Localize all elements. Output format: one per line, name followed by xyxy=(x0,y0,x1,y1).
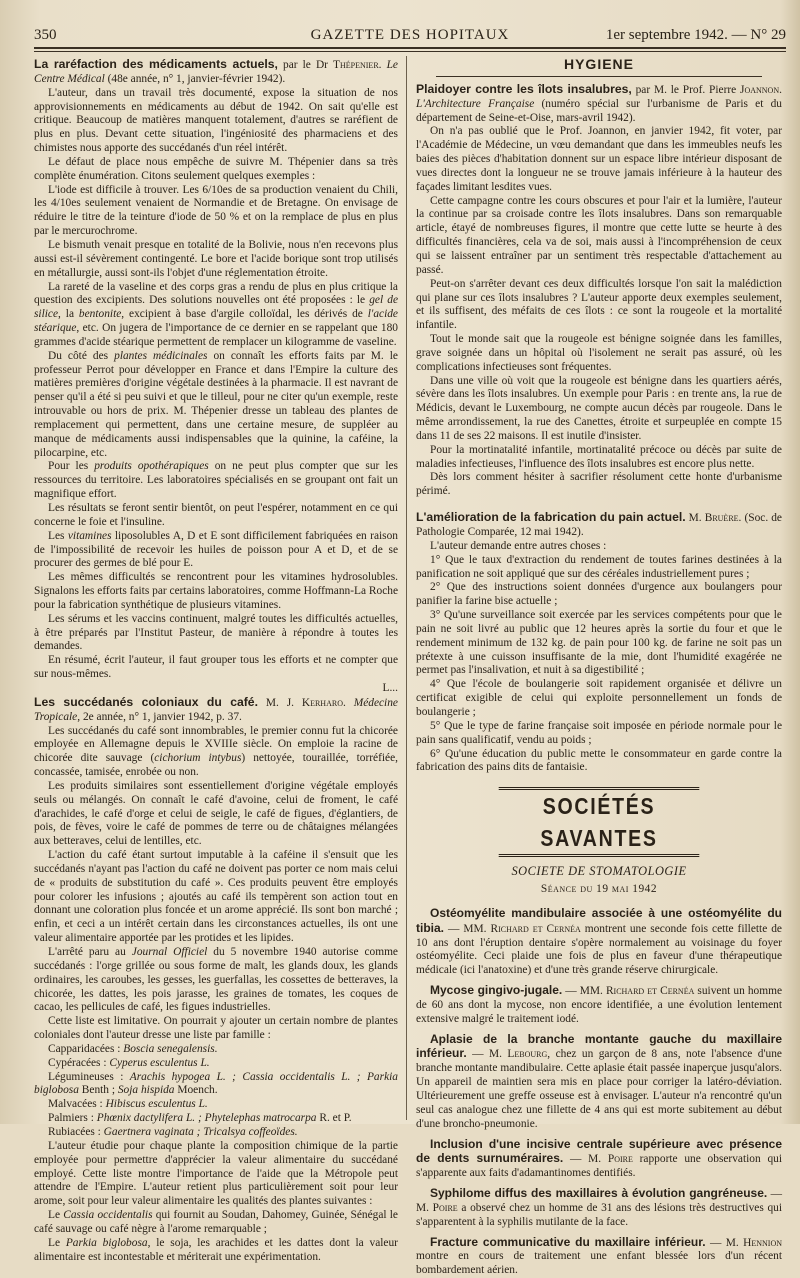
header-rule xyxy=(34,47,786,49)
text-run-italic: l'acide stéarique xyxy=(34,308,398,335)
issue-date: 1er septembre 1942. — N° 29 xyxy=(605,27,786,43)
article-4-author: Bruère xyxy=(704,512,739,525)
abstract-item xyxy=(416,907,782,978)
article-1-title: La raréfaction des médicaments actuels, xyxy=(34,57,278,71)
paragraph xyxy=(34,946,398,1015)
article-3-author: Joannon xyxy=(740,83,780,96)
text-run: — M. xyxy=(416,1188,782,1214)
article-4-heading xyxy=(416,511,782,540)
paragraph: Cette campagne contre les cours obscures et pour l'air et la lumière, l'auteur la continue par sa croisade contre les îlots insalubres. Dans son remarquable article, étayé de nombreuses figures, il montre que cette lutte se heurte à des difficultés financières, cela va de soi, mais aussi à l'incompréhension de ceux qui se laissent entraîner par un sentiment très respectable d'attachement au passé. xyxy=(416,194,782,276)
session-date: Séance du 19 mai 1942 xyxy=(540,883,658,896)
text-run: Les xyxy=(48,529,68,542)
page-number: 350 xyxy=(34,27,57,43)
paragraph: 2° Que des instructions soient données d'urgence aux boulangers pour panifier la farine bise actuelle ; xyxy=(416,581,782,608)
paragraph xyxy=(34,1209,398,1237)
paragraph: Les résultats se feront sentir bientôt, on peut l'espérer, notamment en ce qui concerne le foie et l'insuline. xyxy=(34,502,398,528)
page-header xyxy=(34,24,786,46)
text-run-italic: gel de silice xyxy=(34,294,399,321)
plant-list-item xyxy=(34,1126,398,1140)
article-3-source: L'Architecture Française xyxy=(416,97,535,110)
abstract-body: , chez un garçon de 8 ans, note l'absence d'une branche montante mandibulaire. Cette aplasie était passée inaperçue jusqu'alors. Un appareil de maintien sera mis en place pour corriger la latéro-déviation. Ultérieurement une greffe osseuse est à envisager. L'auteur n'a rencontré qu'un seul cas analogue chez une fillette de 4 ans qui est morte subitement au début d'une broncho-pneumonie. xyxy=(416,1048,782,1130)
abstract-title: Aplasie de la branche montante gauche du maxillaire inférieur. xyxy=(416,1031,782,1061)
article-2-source: Médecine Tropicale xyxy=(34,696,398,723)
article-3-title: Plaidoyer contre les îlots insalubres, xyxy=(416,81,632,96)
text-run: Les succédanés du café sont innombrables, le premier connu fut la chicorée employée en Allemagne depuis le XVIIIe siècle. On emploie la racine de chicorée dite sauvage ( xyxy=(34,724,398,765)
left-column xyxy=(34,57,399,1263)
abstract-authors: Lebourg xyxy=(507,1048,548,1061)
paragraph: L'auteur demande entre autres choses : xyxy=(430,539,607,552)
paragraph xyxy=(34,460,398,502)
right-column xyxy=(416,56,783,1277)
article-1-heading xyxy=(34,58,398,87)
paragraph: Cette liste est limitative. On pourrait y ajouter un certain nombre de plantes coloniales dont l'auteur dresse une liste par famille : xyxy=(34,1015,398,1042)
paragraph: En résumé, écrit l'auteur, il faut grouper tous les efforts et ne compter que sur nous-mêmes. xyxy=(34,654,398,681)
text-run: qui fournit au Soudan, Dahomey, Guinée, Sénégal le café sauvage ou café nègre à l'arome remarquable ; xyxy=(34,1209,398,1235)
article-4-title: L'amélioration de la fabrication du pain actuel. xyxy=(416,510,686,525)
text-run: L'arrêté paru au xyxy=(48,946,132,958)
paragraph: 4° Que l'école de boulangerie soit rapidement organisée et délivre un certificat exigible de celui qui exploite personnellement un fonds de boulangerie ; xyxy=(416,678,782,718)
article-4-ref: M. xyxy=(685,512,705,525)
article-2-ref-sep: . xyxy=(342,696,354,709)
abstract-title: Syphilome diffus des maxillaires à évolution gangréneuse. xyxy=(430,1186,768,1201)
text-run-italic: bentonite xyxy=(78,308,122,321)
text-run: Le xyxy=(48,1209,64,1222)
text-run: Du côté des xyxy=(48,349,115,362)
abstract-title: Fracture communicative du maxillaire inférieur. xyxy=(430,1234,706,1249)
paragraph: Pour la mortinatalité infantile, mortinatalité précoce ou décès par suite de maladies infectieuses, l'influence des îlots insalubres est encore plus nette. xyxy=(416,443,782,470)
text-run: on connaît les efforts faits par M. le professeur Perrot pour développer en France et dans l'Empire la culture des matières premières d'origine végétale destinées à la pharmacie. Il est navrant de penser qu'il a été si peu suivi et que le tilleul, pour ne citer qu'un exemple, reste introuvable ou hors de prix. M. Thépenier dresse un tableau des plantes de remplacement qui permettent, dans une certaine mesure, de suppléer au manque de médicaments aussi indispensables que la quinine, la caféine, la pilocarpine, etc. xyxy=(34,349,398,459)
abstract-authors: Poire xyxy=(607,1153,633,1166)
text-run: , excipient à base d'argile colloïdal, les dérivés de xyxy=(121,308,368,321)
article-2-heading xyxy=(34,696,398,725)
abstract-item xyxy=(416,1033,782,1132)
abstract-authors: Richard et Cernéa xyxy=(605,985,695,998)
abstract-title: Mycose gingivo-jugale. xyxy=(430,983,563,998)
paragraph: Les sérums et les vaccins continuent, malgré toutes les difficultés actuelles, à être préparés par l'Institut Pasteur, de manière à répondre à toutes les demandes. xyxy=(34,612,398,653)
paragraph: On n'a pas oublié que le Prof. Joannon, en janvier 1942, fit voter, par l'Académie de Médecine, un vœu demandant que dans les immeubles neufs les baies des pièces d'habitation donnent sur un espace libre intérieur disposant de vues directes dont la longueur ne se trouve jamais inférieure à la hauteur des façades limitant lesdites vues. xyxy=(416,125,782,193)
plant-family: Légumineuses : xyxy=(48,1070,130,1083)
article-2-author: Kerharo xyxy=(301,696,343,709)
article-1-source: Le Centre Médical xyxy=(34,59,398,85)
text-run: , etc. On jugera de l'importance de ce dernier en se rappelant que 180 grammes d'acide stéarique permettent de remplacer un kilogramme de vaseline. xyxy=(34,322,398,348)
paragraph: L'auteur étudie pour chaque plante la composition chimique de la partie employée pour permettre d'apprécier la valeur alimentaire du succédané employé. Cette liste montre l'importance de l'aide que la Métropole peut attendre de l'Empire. L'auteur retient plus particulièrement soit pour leur arome, soit pour leur valeur alimentaire les qualités des plantes suivantes : xyxy=(34,1139,398,1208)
paragraph xyxy=(34,530,398,572)
text-run: La rareté de la vaseline et des corps gras a rendu de plus en plus critique la question des excipients. Des solutions nouvelles ont été proposées : le xyxy=(34,280,398,307)
article-3-ref-sep: . xyxy=(779,83,782,96)
text-run: du 5 novembre 1940 autorise comme succédanés : l'orge grillée ou sous forme de malt, les glands doux, les glands ordinaires, les caroubes, les gesses, les guerfallas, les cossettes de betteraves, la chicorée, les dattes, les pois jarasse, les graines de tomates, les coques de cacao, les pellicules de café, les figues industrielles. xyxy=(34,946,398,1014)
text-run: on ne peut plus compter que sur les ressources du territoire. Les laboratoires spécialisés en se groupant ont fait un magnifique effort. xyxy=(34,460,398,501)
abstract-body: montre en cours de traitement une enfant blessée lors d'un récent bombardement aérien. xyxy=(416,1250,782,1277)
abstract-body: suivent un homme de 60 ans dont la mycose, non encore identifiée, a une évolution lentement extensive malgré le traitement iodé. xyxy=(416,985,782,1025)
plant-species: Arachis hypogea L. ; Cassia occidentalis L. ; Parkia biglobosa xyxy=(34,1070,398,1097)
paragraph xyxy=(34,725,398,780)
plant-list-item xyxy=(34,1112,398,1126)
text-run: Pour les xyxy=(48,460,95,473)
text-run-italic: Journal Officiel xyxy=(131,946,208,958)
abstract-authors: Poire xyxy=(432,1201,458,1214)
article-1-ref-sep: . xyxy=(378,59,387,71)
plant-species: Boscia senegalensis. xyxy=(123,1042,218,1055)
abstract-authors: Richard et Cernéa xyxy=(490,922,581,935)
text-run-italic: cichorium intybus xyxy=(154,752,242,765)
text-run: — MM. xyxy=(562,985,606,998)
paragraph: 1° Que le taux d'extraction du rendement de toutes farines destinées à la panification ne soit appliqué que sur des céréales industriellement pures ; xyxy=(416,553,782,580)
article-3-ref: par M. le Prof. Pierre xyxy=(631,83,741,96)
abstract-body: rapporte une observation qui s'apparente aux faits d'adamantinomes dentifiés. xyxy=(416,1153,783,1180)
text-run: Benth ; xyxy=(78,1084,118,1097)
abstract-item xyxy=(416,1236,782,1278)
abstract-body: montrent une seconde fois cette fillette de 10 ans dont l'éruption dentaire s'opère normalement au voisinage du foyer ostéomyélite. Ceci plaide une fois de plus en faveur d'une thérapeutique médicale (ici l'anatoxine) et d'une très grande réserve chirurgicale. xyxy=(416,922,782,977)
article-1-ref-details: (48e année, n° 1, janvier-février 1942). xyxy=(104,72,286,85)
paragraph xyxy=(34,350,398,461)
plant-species: Soja hispida xyxy=(117,1084,175,1097)
abstract-body: a observé chez un homme de 31 ans des lésions très destructives qui s'apparentent à la syphilis mutilante de la face. xyxy=(416,1201,783,1228)
plant-family: Rubiacées : xyxy=(48,1125,104,1138)
paragraph: Tout le monde sait que la rougeole est bénigne soignée dans les familles, grave soignée dans un hôpital où l'isolement ne serait pas assuré, où les complications infectieuses sont fréquentes. xyxy=(416,333,782,373)
paragraph: Peut-on s'arrêter devant ces deux difficultés lorsque l'on sait la malédiction qui plane sur ces îlots insalubres ? L'auteur apporte deux exemples seulement, et ils suffisent, des méfaits de ces îlots : ce sont la rougeole et la mortalité infantile. xyxy=(416,277,782,332)
plant-list-item xyxy=(34,1098,398,1112)
article-2-title: Les succédanés coloniaux du café. xyxy=(34,694,258,709)
text-run: , la xyxy=(58,308,79,321)
text-run: Moench. xyxy=(174,1084,218,1097)
paragraph: L'auteur, dans un travail très documenté, expose la situation de nos approvisionnements en médicaments au début de 1942. On sait qu'elle est critique. Beaucoup de matières manquent totalement, d'autres se raréfient de plus en plus. Devant cette situation, l'ingéniosité des pharmaciens et des chimistes nous apporte des succédanés d'un réel intérêt. xyxy=(34,86,398,155)
paragraph: Dans une ville où voit que la rougeole est bénigne dans les quartiers aérés, sévère dans les îlots insalubres. Un exemple pour Paris : en trente ans, la rue de Médicis, devant le Luxembourg, ne compte aucun décès par rougeole. Dans le même arrondissement, la rue des Canettes, étroite et surpeuplée en compte 15 dans 11 de ses 22 maisons. Il est inutile d'insister. xyxy=(416,374,782,442)
text-run: — MM. xyxy=(444,922,491,935)
plant-family: Cypéracées : xyxy=(48,1056,110,1069)
text-run-italic: produits opothérapiques xyxy=(94,460,209,473)
plant-list-item xyxy=(34,1043,398,1057)
paragraph xyxy=(34,1237,398,1265)
article-1-ref: par le Dr xyxy=(277,59,334,71)
abstract-title: Inclusion d'une incisive centrale supérieure avec présence de dents surnuméraires. xyxy=(416,1136,782,1166)
abstract-item xyxy=(416,984,782,1027)
text-run: liposolubles A, D et E sont difficilement fabriquées en raison de l'impossibilité de recevoir les huiles de poisson pour A et D, et de se procurer des germes de blé pour E. xyxy=(34,529,398,570)
text-run: — M. xyxy=(563,1153,608,1166)
column-divider xyxy=(406,56,407,1120)
article-2-ref-details: , 2e année, n° 1, janvier 1942, p. 37. xyxy=(77,710,242,723)
section-heading-hygiene: HYGIENE xyxy=(563,56,634,72)
text-run: Le xyxy=(48,1236,66,1249)
paragraph: 5° Que le type de farine française soit imposée en période normale pour le pain sans qualificatif, vendu au poids ; xyxy=(416,719,782,746)
paragraph: Les produits similaires sont essentiellement d'origine végétale employés seuls ou mélangés. On connaît le café d'avoine, celui de froment, le café d'arachides, le café d'orge et celui de seigle, le café de figues, d'églantiers, de pois, de fèves, voire le café de pommes de terre ou de châtaignes mélangées aux betteraves, celui de lentilles, etc. xyxy=(34,779,398,848)
plant-species: Hibiscus esculentus L. xyxy=(105,1098,208,1111)
plant-family: Malvacées : xyxy=(48,1098,106,1111)
society-name: SOCIETE DE STOMATOLOGIE xyxy=(511,864,687,879)
paragraph: L'action du café étant surtout imputable à la caféine il s'ensuit que les succédanés n'ayant pas l'action du café ne doivent pas porter ce nom mais celui de « produits de substitution du café ». Ces produits peuvent être employés pour colorer les infusions ; ajoutés au café ils tempèrent son action tout en donnant une coloration plus foncée et un arome apprécié. Ils sont bon marché ; enfin, et ceci a un intérêt certain dans les circonstances actuelles, ils ont une valeur alimentaire apportée par les protides et les lipides. xyxy=(34,849,398,945)
article-1-author: Thépenier xyxy=(333,59,379,71)
section-heading-societes: SOCIÉTÉS SAVANTES xyxy=(499,787,700,857)
text-run-italic: Parkia biglobosa xyxy=(65,1236,148,1249)
abstract-authors: Hennion xyxy=(743,1236,782,1249)
paragraph: Dès lors comment hésiter à sacrifier résolument cette honte d'urbanisme périmé. xyxy=(416,471,782,498)
plant-species: Gaertnera vaginata ; Tricalsya coffeoïdes. xyxy=(103,1125,298,1138)
plant-species: Cyperus esculentus L. xyxy=(109,1056,210,1069)
abstract-item xyxy=(416,1187,782,1230)
article-2-ref: M. J. xyxy=(257,696,302,709)
text-run: — M. xyxy=(705,1236,744,1249)
text-run-italic: Cassia occidentalis xyxy=(63,1209,153,1222)
article-3-heading xyxy=(416,83,782,126)
plant-family: Capparidacées : xyxy=(48,1042,124,1055)
text-run: — M. xyxy=(466,1048,508,1061)
journal-title: GAZETTE DES HOPITAUX xyxy=(310,27,510,43)
plant-list-item xyxy=(34,1071,398,1099)
plant-species: Phœnix dactylifera L. ; Phytelephas matrocarpa xyxy=(96,1112,317,1125)
paragraph: Le défaut de place nous empêche de suivre M. Thépenier dans sa très complète énumération. Citons seulement quelques exemples : xyxy=(34,155,398,182)
plant-family: Palmiers : xyxy=(48,1112,97,1125)
text-run-italic: vitamines xyxy=(67,529,112,542)
article-4-ref-details: . (Soc. de Pathologie Comparée, 12 mai 1942). xyxy=(416,512,782,538)
paragraph: 6° Qu'une éducation du public mette le consommateur en garde contre la fabrication des pains dits de fantaisie. xyxy=(416,747,782,774)
paragraph xyxy=(34,281,398,350)
article-1-signature: L... xyxy=(382,681,398,694)
paragraph: Les mêmes difficultés se rencontrent pour les vitamines hydrosolubles. Signalons les efforts faits par certains laboratoires, comme Hoffmann-La Roche pour la fabrication synthétique de plusieurs vitamines. xyxy=(34,571,398,611)
header-rule-thin xyxy=(34,51,786,52)
paragraph: L'iode est difficile à trouver. Les 6/10es de sa production venaient du Chili, les 4/10es seulement venaient de Normandie et de Bretagne. On envisage de réduire le titre de la teinture d'iode de 50 % et on la remplace de plus en plus par le mercurochrome. xyxy=(34,183,398,238)
abstract-title: Ostéomyélite mandibulaire associée à une ostéomyélite du tibia. xyxy=(416,905,782,935)
article-3-ref-details: (numéro spécial sur l'urbanisme de Paris et du département de Seine-et-Oise, mars-avril 1942). xyxy=(416,97,782,124)
abstract-item xyxy=(416,1138,782,1182)
section-rule xyxy=(436,76,762,77)
plant-list-item xyxy=(34,1057,398,1071)
text-run: , le soja, les arachides et les dattes dont la valeur alimentaire est incontestable et mériterait une expérimentation. xyxy=(34,1236,398,1263)
text-run-italic: plantes médicinales xyxy=(114,349,208,362)
paragraph: 3° Qu'une surveillance soit exercée par les services compétents pour que le pain ne soit livré au public que 12 heures après la sortie du four et que le rendement minimum de 132 kg. de pain pour 100 kg. de farine ne soit pas un prétexte à une cuisson insuffisante de la mie, dont l'humidité exagérée ne permet pas l'insalivation, et nuit à sa digestibilité ; xyxy=(416,609,782,677)
paragraph: Le bismuth venait presque en totalité de la Bolivie, nous n'en recevons plus aussi est-il sévèrement contingenté. Le bore et l'acide borique sont trop utilisés en métallurgie, aussi sont-ils l'objet d'une réglementation étroite. xyxy=(34,238,398,279)
text-run: R. et P. xyxy=(316,1112,352,1125)
text-run: ) nettoyée, touraillée, torréfiée, concassée, tamisée, enrobée ou non. xyxy=(34,752,399,779)
